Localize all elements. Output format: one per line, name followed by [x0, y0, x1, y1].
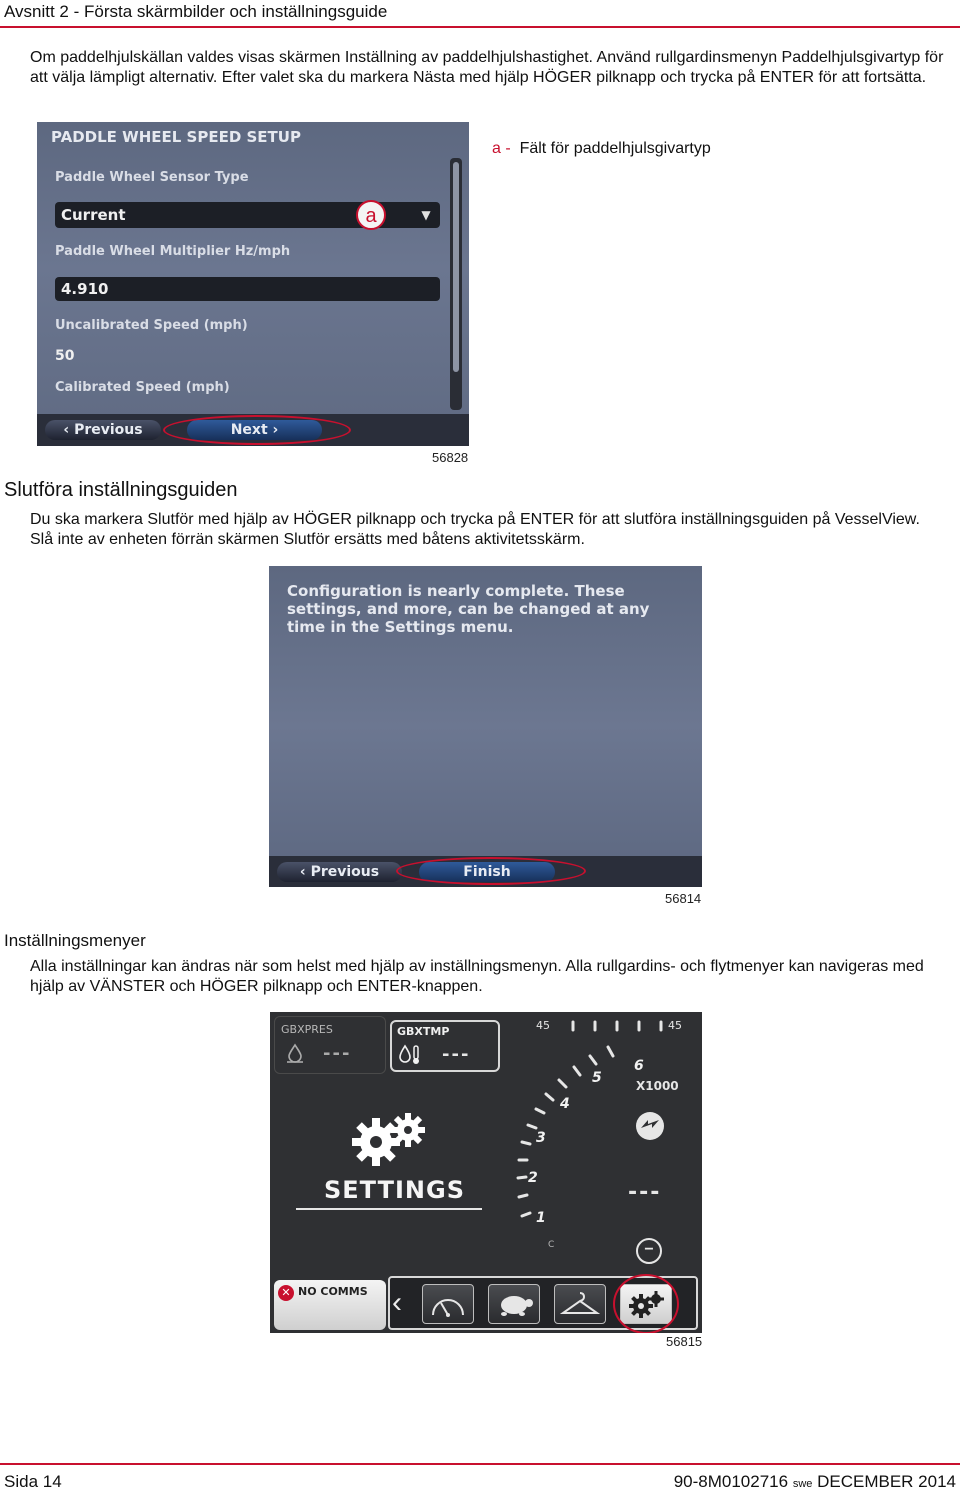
gauge-panel-gbxpres [274, 1016, 386, 1074]
heading-finish-wizard: Slutföra inställningsguiden [4, 479, 238, 501]
highlight-ellipse [396, 857, 586, 885]
tach-number: 5 [592, 1070, 602, 1086]
tach-number: 6 [634, 1058, 644, 1074]
tach-top-left: 45 [536, 1019, 550, 1032]
settings-gears-icon [350, 1110, 440, 1170]
tach-number: 3 [536, 1130, 546, 1146]
settings-menu-screenshot [270, 1012, 702, 1333]
callout-badge-a: a [356, 200, 386, 230]
finish-button[interactable]: Finish [419, 862, 555, 882]
heading-settings-menus: Inställningsmenyer [4, 931, 146, 950]
chevron-down-icon: ▼ [421, 208, 431, 222]
hanger-tab-icon[interactable] [554, 1284, 606, 1324]
settings-underline [296, 1208, 482, 1210]
no-comms-label: NO COMMS [298, 1285, 368, 1298]
sensor-type-label: Paddle Wheel Sensor Type [55, 170, 249, 185]
gauge-value: --- [323, 1043, 352, 1064]
header-rule [0, 26, 960, 28]
gauge-label: GBXPRES [281, 1023, 333, 1036]
callout-text: Fält för paddelhjulsgivartyp [519, 140, 711, 157]
footer-rule [0, 1463, 960, 1465]
scrollbar[interactable] [450, 158, 462, 410]
tach-number: 2 [528, 1170, 538, 1186]
scrollbar-thumb[interactable] [453, 162, 459, 372]
gauge-value: --- [442, 1044, 471, 1065]
configuration-message: Configuration is nearly complete. These settings, and more, can be changed at any time in the Settings menu. [287, 582, 650, 636]
intro-paragraph: Om paddelhjulskällan valdes visas skärmen Inställning av paddelhjulshastighet. Använd rullgardinsmenyn Paddelhjulsgivartyp för att välja lämpligt alternativ. Efter valet ska du markera Nästa med hjälp HÖGER pilknapp och trycka på ENTER för att fortsätta. [30, 49, 944, 86]
tach-top-right: 45 [668, 1019, 682, 1032]
error-icon: ✕ [278, 1285, 294, 1301]
finish-paragraph: Du ska markera Slutför med hjälp av HÖGER pilknapp och trycka på ENTER för att slutföra inställningsguiden på VesselView. Slå inte av enheten förrän skärmen Slutför ersätts med båtens aktivitetsskärm. [30, 511, 920, 548]
chevron-left-icon[interactable]: ‹ [392, 1286, 402, 1319]
minus-icon[interactable]: − [636, 1238, 662, 1264]
callout-a [492, 140, 711, 158]
gauge-label: GBXTMP [397, 1025, 450, 1038]
tachometer-ticks [500, 1012, 702, 1252]
tach-number: 1 [536, 1210, 546, 1226]
multiplier-field[interactable]: 4.910 [55, 277, 440, 301]
callout-letter: a - [492, 140, 511, 157]
figure-id: 56814 [665, 891, 702, 906]
calibrated-speed-label: Calibrated Speed (mph) [55, 380, 230, 395]
mercury-logo-icon [634, 1110, 666, 1142]
previous-button[interactable]: ‹ Previous [277, 862, 402, 882]
thermometer-icon [398, 1044, 422, 1066]
next-button[interactable]: Next › [187, 420, 322, 440]
configuration-complete-screenshot [269, 566, 702, 887]
section-header-title: Avsnitt 2 - Första skärmbilder och inställningsguide [4, 2, 388, 21]
turtle-tab-icon[interactable] [488, 1284, 540, 1324]
gauge-panel-gbxtmp[interactable] [390, 1020, 500, 1072]
figure-id: 56828 [432, 450, 469, 465]
footer-date: DECEMBER 2014 [817, 1472, 956, 1491]
footer-doc-info [674, 1472, 956, 1492]
no-comms-panel [274, 1280, 386, 1330]
multiplier-label: X1000 [636, 1079, 679, 1093]
settings-paragraph: Alla inställningar kan ändras när som helst med hjälp av inställningsmenyn. Alla rullgardins- och flytmenyer kan navigeras med hjälp av VÄNSTER och HÖGER pilknapp och ENTER-knappen. [30, 958, 924, 995]
rpm-value: --- [628, 1180, 662, 1205]
pressure-drop-icon [285, 1043, 305, 1063]
footer-lang: swe [792, 1478, 813, 1490]
highlight-ellipse [613, 1274, 679, 1333]
uncalibrated-speed-value: 50 [55, 348, 75, 364]
footer-page: Sida 14 [4, 1472, 62, 1491]
highlight-ellipse [163, 415, 351, 445]
footer-doc-number: 90-8M0102716 [673, 1472, 789, 1491]
gauge-tab-icon[interactable] [422, 1284, 474, 1324]
tach-small-label: C [548, 1240, 555, 1250]
previous-button[interactable]: ‹ Previous [45, 420, 161, 440]
sensor-type-value: Current [61, 206, 126, 224]
tach-number: 4 [560, 1096, 570, 1112]
uncalibrated-speed-label: Uncalibrated Speed (mph) [55, 318, 248, 333]
multiplier-label: Paddle Wheel Multiplier Hz/mph [55, 244, 291, 259]
screen-title: PADDLE WHEEL SPEED SETUP [51, 128, 301, 146]
figure-id: 56815 [666, 1334, 703, 1349]
paddle-wheel-setup-screenshot [37, 122, 469, 446]
settings-title: SETTINGS [324, 1176, 465, 1204]
